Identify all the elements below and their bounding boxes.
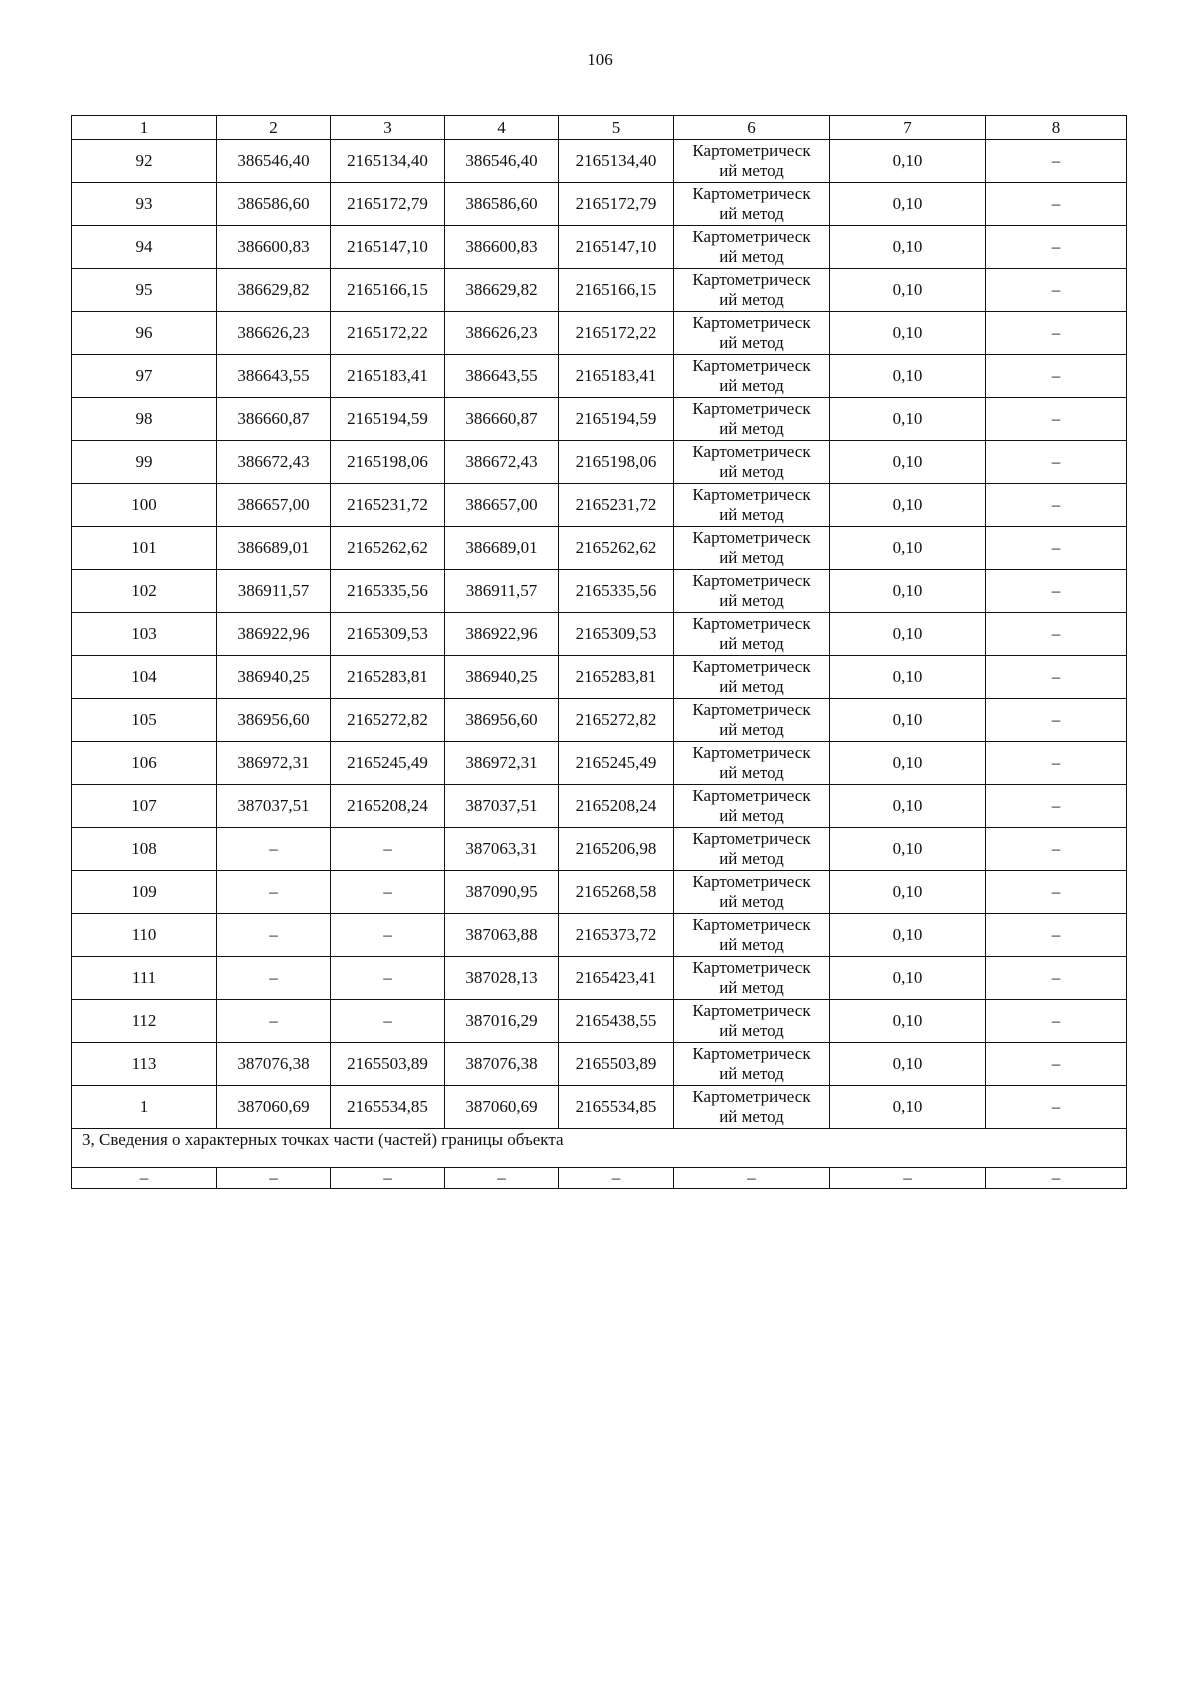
table-cell: 1 — [72, 1086, 217, 1129]
table-cell: 2165245,49 — [331, 742, 445, 785]
table-cell: – — [986, 613, 1127, 656]
table-cell: Картометрическ ий метод — [674, 226, 830, 269]
table-cell: 93 — [72, 183, 217, 226]
table-cell: – — [986, 871, 1127, 914]
table-row — [72, 355, 1127, 398]
table-cell: 0,10 — [830, 441, 986, 484]
table-cell: 386911,57 — [217, 570, 331, 613]
table-cell: 0,10 — [830, 871, 986, 914]
table-cell: 2165147,10 — [559, 226, 674, 269]
table-cell: 387037,51 — [445, 785, 559, 828]
table-cell: 386600,83 — [217, 226, 331, 269]
table-cell: 112 — [72, 1000, 217, 1043]
table-cell: 2165134,40 — [559, 140, 674, 183]
table-cell: – — [331, 914, 445, 957]
table-cell: – — [986, 355, 1127, 398]
table-cell: 104 — [72, 656, 217, 699]
table-cell: – — [986, 742, 1127, 785]
table-cell: 387076,38 — [217, 1043, 331, 1086]
table-cell: 0,10 — [830, 226, 986, 269]
table-cell: 2165147,10 — [331, 226, 445, 269]
table-cell: 96 — [72, 312, 217, 355]
table-cell: Картометрическ ий метод — [674, 312, 830, 355]
table-cell: – — [217, 957, 331, 1000]
table-row — [72, 828, 1127, 871]
table-cell: 109 — [72, 871, 217, 914]
column-header: 5 — [559, 116, 674, 140]
table-cell: 386626,23 — [445, 312, 559, 355]
page-number: 106 — [587, 50, 613, 69]
table-cell: 386689,01 — [217, 527, 331, 570]
table-cell: 107 — [72, 785, 217, 828]
table-cell: 2165262,62 — [331, 527, 445, 570]
table-cell: Картометрическ ий метод — [674, 484, 830, 527]
table-cell: 386586,60 — [445, 183, 559, 226]
table-cell: 2165134,40 — [331, 140, 445, 183]
table-cell: – — [986, 828, 1127, 871]
table-cell: 386911,57 — [445, 570, 559, 613]
table-row — [72, 484, 1127, 527]
table-cell: Картометрическ ий метод — [674, 828, 830, 871]
table-cell: – — [331, 957, 445, 1000]
table-cell: – — [331, 1000, 445, 1043]
table-cell: – — [217, 914, 331, 957]
table-cell: 387063,88 — [445, 914, 559, 957]
table-cell: 0,10 — [830, 699, 986, 742]
table-row — [72, 226, 1127, 269]
table-cell: 387060,69 — [217, 1086, 331, 1129]
table-cell: – — [986, 226, 1127, 269]
column-header: 8 — [986, 116, 1127, 140]
table-row — [72, 269, 1127, 312]
table-cell: – — [331, 828, 445, 871]
column-header: 4 — [445, 116, 559, 140]
table-cell: 387028,13 — [445, 957, 559, 1000]
table-cell: – — [986, 914, 1127, 957]
table-cell: 386972,31 — [445, 742, 559, 785]
table-cell: Картометрическ ий метод — [674, 871, 830, 914]
table-cell: 386586,60 — [217, 183, 331, 226]
table-cell: 386657,00 — [217, 484, 331, 527]
table-cell: 2165438,55 — [559, 1000, 674, 1043]
table-cell: – — [986, 527, 1127, 570]
table-cell: 101 — [72, 527, 217, 570]
table-row — [72, 312, 1127, 355]
column-header: 1 — [72, 116, 217, 140]
table-cell: 0,10 — [830, 570, 986, 613]
table-cell: 386660,87 — [445, 398, 559, 441]
table-cell: 387090,95 — [445, 871, 559, 914]
table-cell: Картометрическ ий метод — [674, 957, 830, 1000]
table-cell: Картометрическ ий метод — [674, 742, 830, 785]
table-cell: Картометрическ ий метод — [674, 355, 830, 398]
table-row — [72, 140, 1127, 183]
table-cell: 2165208,24 — [331, 785, 445, 828]
table-cell: 110 — [72, 914, 217, 957]
table-cell: Картометрическ ий метод — [674, 1043, 830, 1086]
table-cell: 386660,87 — [217, 398, 331, 441]
table-cell: 386643,55 — [217, 355, 331, 398]
table-cell: – — [986, 957, 1127, 1000]
table-cell: 92 — [72, 140, 217, 183]
table-cell: Картометрическ ий метод — [674, 570, 830, 613]
table-row — [72, 183, 1127, 226]
table-cell: – — [217, 828, 331, 871]
table-cell: 0,10 — [830, 785, 986, 828]
table-cell: 386643,55 — [445, 355, 559, 398]
table-cell: 95 — [72, 269, 217, 312]
table-cell: 2165534,85 — [559, 1086, 674, 1129]
table-cell: 0,10 — [830, 484, 986, 527]
table-row — [72, 699, 1127, 742]
table-cell: – — [559, 1168, 674, 1189]
table-cell: 387076,38 — [445, 1043, 559, 1086]
table-body — [72, 140, 1127, 1189]
table-cell: 98 — [72, 398, 217, 441]
table-cell: 387016,29 — [445, 1000, 559, 1043]
table-cell: Картометрическ ий метод — [674, 656, 830, 699]
table-cell: 386546,40 — [445, 140, 559, 183]
table-cell: 386956,60 — [217, 699, 331, 742]
table-cell: – — [986, 140, 1127, 183]
table-row — [72, 398, 1127, 441]
table-cell: 2165335,56 — [331, 570, 445, 613]
table-cell: – — [986, 269, 1127, 312]
table-cell: – — [986, 312, 1127, 355]
table-cell: – — [72, 1168, 217, 1189]
table-cell: 2165268,58 — [559, 871, 674, 914]
table-cell: – — [217, 1000, 331, 1043]
table-cell: 386626,23 — [217, 312, 331, 355]
table-row — [72, 871, 1127, 914]
table-cell: Картометрическ ий метод — [674, 441, 830, 484]
table-cell: 2165309,53 — [559, 613, 674, 656]
table-cell: 2165198,06 — [331, 441, 445, 484]
table-cell: 0,10 — [830, 1043, 986, 1086]
table-cell: 387063,31 — [445, 828, 559, 871]
table-cell: – — [331, 1168, 445, 1189]
table-cell: 108 — [72, 828, 217, 871]
table-cell: Картометрическ ий метод — [674, 140, 830, 183]
column-header: 6 — [674, 116, 830, 140]
table-cell: 2165283,81 — [331, 656, 445, 699]
table-cell: 2165172,22 — [331, 312, 445, 355]
table-cell: – — [331, 871, 445, 914]
coordinates-table — [71, 115, 1127, 1189]
table-cell: – — [986, 656, 1127, 699]
table-cell: – — [986, 1000, 1127, 1043]
table-cell: – — [986, 1086, 1127, 1129]
table-cell: – — [986, 398, 1127, 441]
table-cell: 2165198,06 — [559, 441, 674, 484]
table-cell: 2165231,72 — [331, 484, 445, 527]
table-cell: 0,10 — [830, 312, 986, 355]
table-cell: 2165534,85 — [331, 1086, 445, 1129]
table-row — [72, 570, 1127, 613]
table-cell: 2165373,72 — [559, 914, 674, 957]
table-cell: 0,10 — [830, 828, 986, 871]
section-title-row — [72, 1129, 1127, 1168]
table-cell: Картометрическ ий метод — [674, 699, 830, 742]
column-header: 3 — [331, 116, 445, 140]
table-cell: – — [986, 785, 1127, 828]
table-cell: 2165172,79 — [331, 183, 445, 226]
table-cell: 105 — [72, 699, 217, 742]
table-cell: 387037,51 — [217, 785, 331, 828]
table-row — [72, 957, 1127, 1000]
table-cell: 2165503,89 — [559, 1043, 674, 1086]
table-cell: Картометрическ ий метод — [674, 183, 830, 226]
table-header — [72, 116, 1127, 140]
table-cell: – — [830, 1168, 986, 1189]
table-cell: 2165503,89 — [331, 1043, 445, 1086]
table-cell: – — [986, 699, 1127, 742]
table-cell: – — [217, 1168, 331, 1189]
table-cell: 0,10 — [830, 957, 986, 1000]
table-cell: – — [674, 1168, 830, 1189]
column-header: 2 — [217, 116, 331, 140]
table-cell: – — [986, 484, 1127, 527]
table-cell: – — [986, 441, 1127, 484]
table-cell: 2165245,49 — [559, 742, 674, 785]
table-cell: 2165272,82 — [559, 699, 674, 742]
table-cell: 386956,60 — [445, 699, 559, 742]
table-cell: 2165208,24 — [559, 785, 674, 828]
table-cell: 0,10 — [830, 656, 986, 699]
table-cell: 386629,82 — [445, 269, 559, 312]
table-cell: 386657,00 — [445, 484, 559, 527]
table-cell: – — [217, 871, 331, 914]
table-cell: 386922,96 — [217, 613, 331, 656]
table-cell: Картометрическ ий метод — [674, 269, 830, 312]
table-cell: 94 — [72, 226, 217, 269]
table-cell: 2165206,98 — [559, 828, 674, 871]
table-row — [72, 785, 1127, 828]
table-row — [72, 1086, 1127, 1129]
table-cell: 103 — [72, 613, 217, 656]
header-row — [72, 116, 1127, 140]
table-cell: Картометрическ ий метод — [674, 914, 830, 957]
table-cell: Картометрическ ий метод — [674, 527, 830, 570]
table-cell: 2165309,53 — [331, 613, 445, 656]
table-cell: Картометрическ ий метод — [674, 785, 830, 828]
table-cell: – — [986, 1043, 1127, 1086]
table-cell: 0,10 — [830, 613, 986, 656]
table-row — [72, 527, 1127, 570]
table-cell: 0,10 — [830, 183, 986, 226]
table-cell: Картометрическ ий метод — [674, 613, 830, 656]
table-cell: 386940,25 — [217, 656, 331, 699]
table-cell: 0,10 — [830, 742, 986, 785]
table-row — [72, 914, 1127, 957]
table-cell: 387060,69 — [445, 1086, 559, 1129]
table-cell: 386546,40 — [217, 140, 331, 183]
table-cell: 386689,01 — [445, 527, 559, 570]
table-cell: 99 — [72, 441, 217, 484]
table-cell: 2165272,82 — [331, 699, 445, 742]
table-cell: 2165166,15 — [559, 269, 674, 312]
table-cell: 113 — [72, 1043, 217, 1086]
table-cell: 2165194,59 — [559, 398, 674, 441]
table-cell: 0,10 — [830, 1000, 986, 1043]
table-row — [72, 1000, 1127, 1043]
table-cell: 2165172,22 — [559, 312, 674, 355]
table-cell: Картометрическ ий метод — [674, 1000, 830, 1043]
table-cell: – — [986, 1168, 1127, 1189]
table-cell: 100 — [72, 484, 217, 527]
table-cell: 0,10 — [830, 527, 986, 570]
section-title: 3, Сведения о характерных точках части (частей) границы объекта — [72, 1129, 1127, 1168]
table-cell: 2165166,15 — [331, 269, 445, 312]
table-cell: 2165231,72 — [559, 484, 674, 527]
table-cell: 386672,43 — [445, 441, 559, 484]
table-cell: 0,10 — [830, 914, 986, 957]
table-cell: 106 — [72, 742, 217, 785]
table-cell: Картометрическ ий метод — [674, 1086, 830, 1129]
table-cell: 102 — [72, 570, 217, 613]
table-cell: 0,10 — [830, 269, 986, 312]
table-cell: 0,10 — [830, 140, 986, 183]
table-row — [72, 613, 1127, 656]
table-cell: 2165194,59 — [331, 398, 445, 441]
table-cell: 386972,31 — [217, 742, 331, 785]
table-cell: 0,10 — [830, 355, 986, 398]
table-cell: 0,10 — [830, 398, 986, 441]
table-cell: 2165172,79 — [559, 183, 674, 226]
table-cell: 386600,83 — [445, 226, 559, 269]
table-cell: 386940,25 — [445, 656, 559, 699]
table-cell: 386922,96 — [445, 613, 559, 656]
table-cell: Картометрическ ий метод — [674, 398, 830, 441]
table-cell: 386629,82 — [217, 269, 331, 312]
table-cell: 2165262,62 — [559, 527, 674, 570]
table-row — [72, 742, 1127, 785]
table-row — [72, 656, 1127, 699]
table-cell: – — [986, 570, 1127, 613]
table-row — [72, 1043, 1127, 1086]
table-cell: 2165283,81 — [559, 656, 674, 699]
table-cell: – — [445, 1168, 559, 1189]
table-cell: – — [986, 183, 1127, 226]
table-row — [72, 441, 1127, 484]
table-cell: 2165423,41 — [559, 957, 674, 1000]
empty-parts-row — [72, 1168, 1127, 1189]
table-cell: 2165335,56 — [559, 570, 674, 613]
table-cell: 97 — [72, 355, 217, 398]
table-cell: 2165183,41 — [331, 355, 445, 398]
table-cell: 111 — [72, 957, 217, 1000]
table-cell: 2165183,41 — [559, 355, 674, 398]
table-cell: 0,10 — [830, 1086, 986, 1129]
table-cell: 386672,43 — [217, 441, 331, 484]
column-header: 7 — [830, 116, 986, 140]
